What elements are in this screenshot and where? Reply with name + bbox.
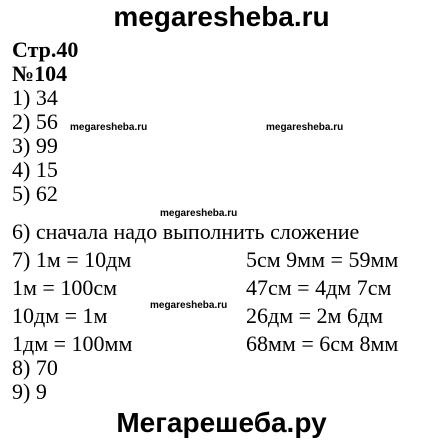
answer-6: 6) сначала надо выполнить сложение	[12, 219, 360, 244]
answer-7-row3-left: 10дм = 1м	[12, 303, 108, 328]
answer-7-row4-left: 1дм = 100мм	[12, 331, 133, 356]
answer-7-right: 5см 9мм = 59мм	[246, 247, 399, 272]
answer-7-row2-right: 47см = 4дм 7см	[246, 275, 392, 300]
answer-5: 5) 62	[12, 181, 58, 206]
answer-7-row3-right: 26дм = 2м 6дм	[246, 303, 384, 328]
answer-7-row2-left: 1м = 100см	[12, 275, 118, 300]
answer-2: 2) 56	[12, 109, 58, 134]
site-footer: Мегарешеба.ру	[116, 407, 327, 438]
task-number: №104	[12, 61, 68, 86]
answer-7-left: 7) 1м = 10дм	[12, 247, 132, 272]
watermark: megaresheba.ru	[266, 122, 344, 133]
watermark: megaresheba.ru	[150, 300, 228, 311]
answer-1: 1) 34	[12, 85, 58, 110]
answer-8: 8) 70	[12, 355, 58, 380]
answer-9: 9) 9	[12, 379, 47, 404]
watermark: megaresheba.ru	[160, 208, 238, 219]
answer-4: 4) 15	[12, 157, 58, 182]
site-header: megaresheba.ru	[113, 1, 330, 32]
answer-7-row4-right: 68мм = 6см 8мм	[246, 331, 399, 356]
watermark: megaresheba.ru	[70, 122, 148, 133]
page-number: Стр.40	[12, 37, 79, 62]
answer-3: 3) 99	[12, 133, 58, 158]
